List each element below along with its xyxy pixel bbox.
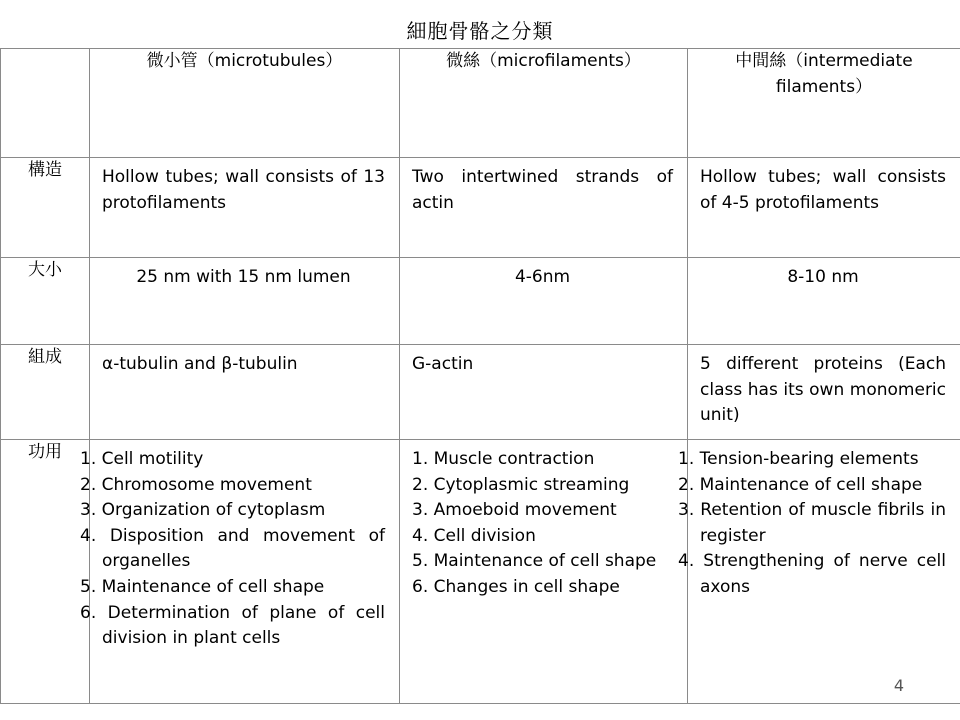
size-intermediate-filaments: 8-10 nm <box>787 267 859 287</box>
list-item: 2. Chromosome movement <box>80 474 312 495</box>
function-list-microfilaments <box>412 447 673 601</box>
list-item: 4. Cell division <box>412 525 536 546</box>
row-label-structure: 構造 <box>1 158 90 258</box>
table-row-composition <box>1 345 960 440</box>
list-item: 4. Strengthening of nerve cell axons <box>678 551 946 597</box>
header-microtubules: 微小管（microtubules） <box>90 49 400 158</box>
function-list-intermediate-filaments <box>678 447 946 601</box>
function-list-microtubules <box>80 447 385 652</box>
table-row-structure <box>1 158 960 258</box>
list-item: 1. Tension-bearing elements <box>678 449 919 469</box>
cytoskeleton-table <box>0 48 960 704</box>
list-item: 1. Cell motility <box>80 449 204 469</box>
structure-microtubules: Hollow tubes; wall consists of 13 protofilaments <box>102 167 385 213</box>
page-number: 4 <box>893 676 904 695</box>
table-row-size <box>1 258 960 345</box>
list-item: 2. Cytoplasmic streaming <box>412 474 630 495</box>
page-title: 細胞骨骼之分類 <box>406 19 554 43</box>
structure-microfilaments: Two intertwined strands of actin <box>412 167 673 213</box>
size-microfilaments: 4-6nm <box>514 267 571 287</box>
list-item: 3. Retention of muscle fibrils in register <box>678 500 946 546</box>
list-item: 5. Maintenance of cell shape <box>412 551 657 572</box>
list-item: 6. Changes in cell shape <box>412 576 620 597</box>
list-item: 4. Disposition and movement of organelles <box>80 525 385 572</box>
list-item: 6. Determination of plane of cell division in plant cells <box>80 602 385 649</box>
header-microfilaments: 微絲（microfilaments） <box>400 49 688 158</box>
list-item: 1. Muscle contraction <box>412 449 595 469</box>
row-label-composition: 組成 <box>1 345 90 440</box>
composition-microfilaments: G-actin <box>412 354 474 374</box>
list-item: 5. Maintenance of cell shape <box>80 576 325 597</box>
list-item: 2. Maintenance of cell shape <box>678 474 923 495</box>
header-intermediate-filaments: 中間絲（intermediate filaments） <box>688 49 960 158</box>
composition-intermediate-filaments: 5 different proteins (Each class has its own monomeric unit) <box>700 354 946 426</box>
list-item: 3. Organization of cytoplasm <box>80 500 326 521</box>
header-row <box>1 49 960 158</box>
row-label-function: 功用 <box>1 440 90 704</box>
composition-microtubules: α-tubulin and β-tubulin <box>102 354 298 374</box>
structure-intermediate-filaments: Hollow tubes; wall consists of 4-5 protofilaments <box>700 167 946 213</box>
size-microtubules: 25 nm with 15 nm lumen <box>136 267 351 287</box>
list-item: 3. Amoeboid movement <box>412 500 617 521</box>
corner-cell <box>1 49 90 158</box>
row-label-size: 大小 <box>1 258 90 345</box>
table-row-function <box>1 440 960 704</box>
